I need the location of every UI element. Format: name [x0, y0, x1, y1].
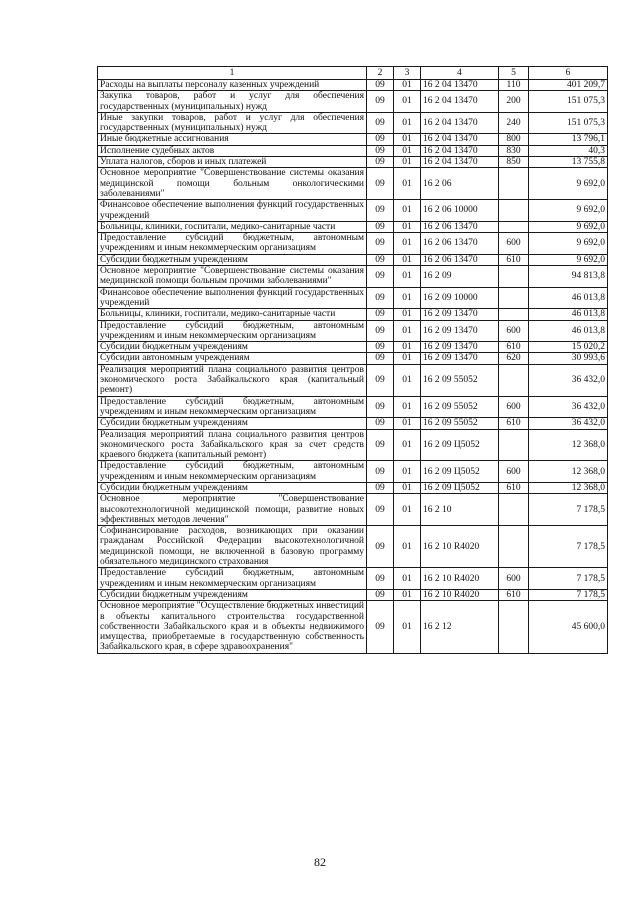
row-subsection: 01 — [394, 568, 421, 590]
row-amount: 7 178,5 — [529, 526, 608, 568]
row-section: 09 — [367, 309, 394, 320]
row-target-code: 16 2 12 — [421, 601, 499, 653]
row-target-code: 16 2 09 13470 — [421, 353, 499, 364]
row-amount: 46 013,8 — [529, 320, 608, 342]
row-expense-type — [499, 601, 529, 653]
header-expense-type: 5 — [499, 67, 529, 80]
row-amount: 9 692,0 — [529, 200, 608, 222]
row-expense-type: 600 — [499, 568, 529, 590]
row-expense-type: 620 — [499, 353, 529, 364]
row-expense-type — [499, 526, 529, 568]
table-row — [98, 157, 608, 168]
row-name: Предоставление субсидий бюджетным, автономным учреждениям и иным некоммерческим организациям — [98, 461, 367, 483]
table-row — [98, 601, 608, 653]
header-target-code: 4 — [421, 67, 499, 80]
row-section: 09 — [367, 200, 394, 222]
row-subsection: 01 — [394, 429, 421, 461]
table-row — [98, 134, 608, 145]
row-subsection: 01 — [394, 418, 421, 429]
row-target-code: 16 2 09 Ц5052 — [421, 429, 499, 461]
row-subsection: 01 — [394, 353, 421, 364]
row-name: Расходы на выплаты персоналу казенных учреждений — [98, 80, 367, 91]
row-subsection: 01 — [394, 145, 421, 156]
row-subsection: 01 — [394, 91, 421, 113]
row-target-code: 16 2 09 10000 — [421, 287, 499, 309]
row-subsection: 01 — [394, 254, 421, 265]
row-amount: 9 692,0 — [529, 254, 608, 265]
row-amount: 36 432,0 — [529, 396, 608, 418]
row-section: 09 — [367, 353, 394, 364]
row-amount: 94 813,8 — [529, 266, 608, 288]
row-target-code: 16 2 04 13470 — [421, 112, 499, 134]
row-subsection: 01 — [394, 157, 421, 168]
row-target-code: 16 2 06 13470 — [421, 254, 499, 265]
row-subsection: 01 — [394, 589, 421, 600]
row-name: Реализация мероприятий плана социального развития центров экономического роста Забайкальского края (капитальный ремонт) — [98, 364, 367, 396]
row-subsection: 01 — [394, 342, 421, 353]
row-subsection: 01 — [394, 494, 421, 526]
row-amount: 12 368,0 — [529, 429, 608, 461]
row-target-code: 16 2 06 13470 — [421, 233, 499, 255]
row-section: 09 — [367, 134, 394, 145]
row-amount: 30 993,6 — [529, 353, 608, 364]
row-expense-type — [499, 494, 529, 526]
row-name: Больницы, клиники, госпитали, медико-санитарные части — [98, 309, 367, 320]
row-name: Основное мероприятие "Совершенствование системы оказания медицинской помощи больным онкологическими заболеваниями" — [98, 168, 367, 200]
table-row — [98, 526, 608, 568]
row-target-code: 16 2 04 13470 — [421, 157, 499, 168]
table-row — [98, 568, 608, 590]
row-expense-type — [499, 287, 529, 309]
row-expense-type: 610 — [499, 418, 529, 429]
row-target-code: 16 2 06 13470 — [421, 221, 499, 232]
row-amount: 7 178,5 — [529, 589, 608, 600]
row-target-code: 16 2 09 Ц5052 — [421, 482, 499, 493]
row-amount: 45 600,0 — [529, 601, 608, 653]
row-subsection: 01 — [394, 112, 421, 134]
row-target-code: 16 2 10 R4020 — [421, 589, 499, 600]
row-amount: 12 368,0 — [529, 461, 608, 483]
budget-table — [97, 66, 608, 654]
row-amount: 15 020,2 — [529, 342, 608, 353]
row-name: Основное мероприятие "Осуществление бюджетных инвестиций в объекты капитального строительства государственной собственности Забайкальского края и в объекты недвижимого имущества, приобретаемые в государственную собственность Забайкальского края, в сфере здравоохранения" — [98, 601, 367, 653]
row-target-code: 16 2 09 13470 — [421, 309, 499, 320]
row-amount: 36 432,0 — [529, 418, 608, 429]
row-subsection: 01 — [394, 233, 421, 255]
row-target-code: 16 2 10 — [421, 494, 499, 526]
table-row — [98, 266, 608, 288]
row-subsection: 01 — [394, 221, 421, 232]
table-body — [98, 80, 608, 654]
row-section: 09 — [367, 418, 394, 429]
row-subsection: 01 — [394, 80, 421, 91]
row-name: Иные бюджетные ассигнования — [98, 134, 367, 145]
row-expense-type — [499, 309, 529, 320]
row-amount: 7 178,5 — [529, 494, 608, 526]
row-subsection: 01 — [394, 200, 421, 222]
row-expense-type — [499, 168, 529, 200]
row-expense-type — [499, 266, 529, 288]
row-expense-type: 200 — [499, 91, 529, 113]
row-subsection: 01 — [394, 287, 421, 309]
row-subsection: 01 — [394, 601, 421, 653]
row-subsection: 01 — [394, 320, 421, 342]
row-name: Субсидии бюджетным учреждениям — [98, 254, 367, 265]
row-expense-type: 600 — [499, 461, 529, 483]
header-section: 2 — [367, 67, 394, 80]
row-section: 09 — [367, 112, 394, 134]
row-amount: 46 013,8 — [529, 309, 608, 320]
row-target-code: 16 2 09 13470 — [421, 320, 499, 342]
row-name: Иные закупки товаров, работ и услуг для обеспечения государственных (муниципальных) нужд — [98, 112, 367, 134]
row-target-code: 16 2 06 10000 — [421, 200, 499, 222]
row-expense-type: 240 — [499, 112, 529, 134]
row-name: Предоставление субсидий бюджетным, автономным учреждениям и иным некоммерческим организациям — [98, 233, 367, 255]
row-name: Финансовое обеспечение выполнения функций государственных учреждений — [98, 200, 367, 222]
row-name: Софинансирование расходов, возникающих при оказании гражданам Российской Федерации высокотехнологичной медицинской помощи, не включенной в базовую программу обязательного медицинского страхования — [98, 526, 367, 568]
row-subsection: 01 — [394, 309, 421, 320]
row-expense-type — [499, 429, 529, 461]
row-section: 09 — [367, 80, 394, 91]
row-target-code: 16 2 04 13470 — [421, 80, 499, 91]
row-name: Финансовое обеспечение выполнения функций государственных учреждений — [98, 287, 367, 309]
table-row — [98, 320, 608, 342]
row-amount: 36 432,0 — [529, 364, 608, 396]
row-amount: 9 692,0 — [529, 168, 608, 200]
table-row — [98, 168, 608, 200]
page-number: 82 — [314, 855, 326, 869]
row-target-code: 16 2 09 55052 — [421, 364, 499, 396]
row-amount: 13 755,8 — [529, 157, 608, 168]
row-section: 09 — [367, 396, 394, 418]
row-section: 09 — [367, 168, 394, 200]
row-name: Основное мероприятие "Совершенствование высокотехнологичной медицинской помощи, развитие новых эффективных методов лечения" — [98, 494, 367, 526]
table-row — [98, 254, 608, 265]
row-section: 09 — [367, 342, 394, 353]
row-expense-type: 600 — [499, 233, 529, 255]
row-section: 09 — [367, 320, 394, 342]
row-expense-type: 610 — [499, 482, 529, 493]
table-row — [98, 233, 608, 255]
row-expense-type: 610 — [499, 254, 529, 265]
row-section: 09 — [367, 233, 394, 255]
table-row — [98, 112, 608, 134]
row-target-code: 16 2 04 13470 — [421, 91, 499, 113]
row-section: 09 — [367, 589, 394, 600]
row-name: Основное мероприятие "Совершенствование системы оказания медицинской помощи больным прочими заболеваниями" — [98, 266, 367, 288]
row-section: 09 — [367, 221, 394, 232]
row-amount: 401 209,7 — [529, 80, 608, 91]
table-row — [98, 353, 608, 364]
row-name: Предоставление субсидий бюджетным, автономным учреждениям и иным некоммерческим организациям — [98, 568, 367, 590]
table-row — [98, 461, 608, 483]
row-expense-type: 610 — [499, 589, 529, 600]
row-section: 09 — [367, 429, 394, 461]
row-expense-type: 600 — [499, 396, 529, 418]
row-name: Предоставление субсидий бюджетным, автономным учреждениям и иным некоммерческим организациям — [98, 320, 367, 342]
row-amount: 46 013,8 — [529, 287, 608, 309]
row-target-code: 16 2 06 — [421, 168, 499, 200]
header-amount: 6 — [529, 67, 608, 80]
row-subsection: 01 — [394, 526, 421, 568]
row-name: Реализация мероприятий плана социального развития центров экономического роста Забайкальского края за счет средств краевого бюджета (капитальный ремонт) — [98, 429, 367, 461]
row-section: 09 — [367, 254, 394, 265]
table-row — [98, 309, 608, 320]
table-row — [98, 482, 608, 493]
row-expense-type — [499, 200, 529, 222]
row-expense-type: 800 — [499, 134, 529, 145]
row-name: Субсидии бюджетным учреждениям — [98, 589, 367, 600]
table-row — [98, 287, 608, 309]
row-section: 09 — [367, 568, 394, 590]
row-name: Исполнение судебных актов — [98, 145, 367, 156]
row-section: 09 — [367, 494, 394, 526]
row-name: Субсидии автономным учреждениям — [98, 353, 367, 364]
row-name: Больницы, клиники, госпитали, медико-санитарные части — [98, 221, 367, 232]
table-row — [98, 429, 608, 461]
row-expense-type: 830 — [499, 145, 529, 156]
row-amount: 9 692,0 — [529, 233, 608, 255]
row-subsection: 01 — [394, 461, 421, 483]
row-section: 09 — [367, 364, 394, 396]
row-amount: 7 178,5 — [529, 568, 608, 590]
table-row — [98, 91, 608, 113]
row-section: 09 — [367, 287, 394, 309]
row-target-code: 16 2 09 — [421, 266, 499, 288]
row-name: Субсидии бюджетным учреждениям — [98, 342, 367, 353]
row-subsection: 01 — [394, 266, 421, 288]
row-subsection: 01 — [394, 134, 421, 145]
row-name: Предоставление субсидий бюджетным, автономным учреждениям и иным некоммерческим организациям — [98, 396, 367, 418]
row-subsection: 01 — [394, 364, 421, 396]
row-amount: 40,3 — [529, 145, 608, 156]
row-target-code: 16 2 09 55052 — [421, 396, 499, 418]
row-target-code: 16 2 10 R4020 — [421, 568, 499, 590]
table-row — [98, 80, 608, 91]
row-subsection: 01 — [394, 168, 421, 200]
row-section: 09 — [367, 266, 394, 288]
row-amount: 13 796,1 — [529, 134, 608, 145]
row-section: 09 — [367, 526, 394, 568]
row-name: Уплата налогов, сборов и иных платежей — [98, 157, 367, 168]
row-expense-type — [499, 221, 529, 232]
row-expense-type — [499, 364, 529, 396]
row-subsection: 01 — [394, 482, 421, 493]
row-amount: 151 075,3 — [529, 112, 608, 134]
row-amount: 151 075,3 — [529, 91, 608, 113]
row-expense-type: 110 — [499, 80, 529, 91]
row-target-code: 16 2 04 13470 — [421, 145, 499, 156]
table-row — [98, 200, 608, 222]
row-name: Субсидии бюджетным учреждениям — [98, 418, 367, 429]
table-row — [98, 418, 608, 429]
row-section: 09 — [367, 91, 394, 113]
row-name: Закупка товаров, работ и услуг для обеспечения государственных (муниципальных) нужд — [98, 91, 367, 113]
table-row — [98, 221, 608, 232]
row-subsection: 01 — [394, 396, 421, 418]
row-target-code: 16 2 10 R4020 — [421, 526, 499, 568]
table-row — [98, 145, 608, 156]
row-amount: 12 368,0 — [529, 482, 608, 493]
row-section: 09 — [367, 461, 394, 483]
table-row — [98, 342, 608, 353]
row-amount: 9 692,0 — [529, 221, 608, 232]
row-expense-type: 600 — [499, 320, 529, 342]
row-section: 09 — [367, 157, 394, 168]
row-target-code: 16 2 04 13470 — [421, 134, 499, 145]
row-expense-type: 610 — [499, 342, 529, 353]
header-subsection: 3 — [394, 67, 421, 80]
table-row — [98, 364, 608, 396]
row-section: 09 — [367, 482, 394, 493]
row-section: 09 — [367, 145, 394, 156]
header-name: 1 — [98, 67, 367, 80]
row-target-code: 16 2 09 Ц5052 — [421, 461, 499, 483]
header-row — [98, 67, 608, 80]
row-name: Субсидии бюджетным учреждениям — [98, 482, 367, 493]
table-row — [98, 396, 608, 418]
table-row — [98, 589, 608, 600]
row-section: 09 — [367, 601, 394, 653]
row-target-code: 16 2 09 55052 — [421, 418, 499, 429]
table-row — [98, 494, 608, 526]
row-expense-type: 850 — [499, 157, 529, 168]
row-target-code: 16 2 09 13470 — [421, 342, 499, 353]
